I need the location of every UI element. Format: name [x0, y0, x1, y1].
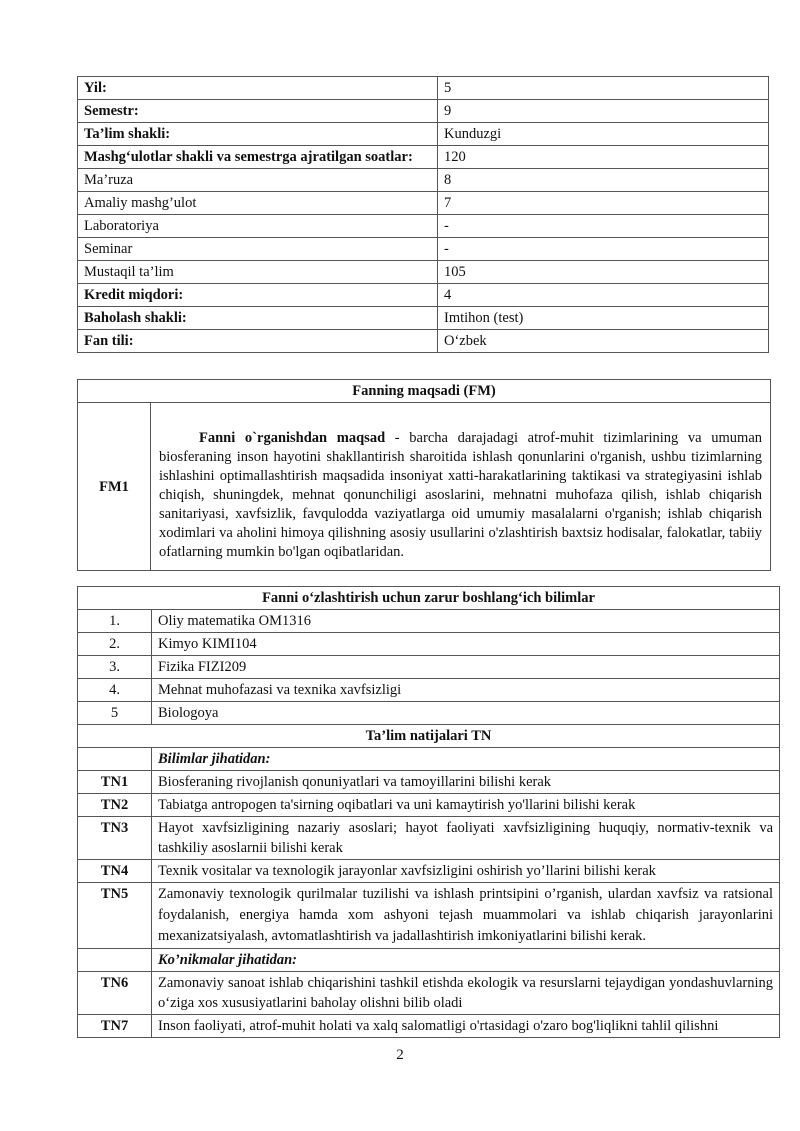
- goal-text: - barcha darajadagi atrof-muhit tizimlarining va umuman biosferaning inson hayotini shakllantirish sharoitida ishlash qonunlarini o'rganish, ushbu tizimlarning ishlashini optimallashtirish maqsadida insoniyat xatti-harakatlarining taktikasi va strategiyasini ishlab chiqish, shuningdek, mehnat qonunchiligi asoslarini, mehnatni muhofaza qilish, ishlab chiqarish sanitariyasi, xavfsizlik, favqulodda vaziyatlarga oid umumiy masalalarni o'rganish; ishlab chiqarish xodimlari va aholini himoya qilishning asosiy usullarini o'zlashtirish baxtsiz hodisalar, falokatlar, tabiiy ofatlarning mumkin bo'lgan oqibatlaridan.: [159, 430, 763, 560]
- info-value: -: [438, 238, 769, 261]
- info-label: Laboratoriya: [78, 215, 438, 238]
- course-info-body: [78, 77, 769, 353]
- outcome-row: [78, 860, 780, 883]
- prereq-subject: Biologoya: [152, 702, 780, 725]
- prereq-number: 1.: [78, 610, 152, 633]
- info-row: [78, 238, 769, 261]
- info-row: [78, 123, 769, 146]
- info-label: Seminar: [78, 238, 438, 261]
- info-value: Kunduzgi: [438, 123, 769, 146]
- outcome-code: TN7: [78, 1015, 152, 1038]
- outcome-code: TN1: [78, 771, 152, 794]
- prereq-number: 2.: [78, 633, 152, 656]
- outcome-code: TN4: [78, 860, 152, 883]
- info-label: Kredit miqdori:: [78, 284, 438, 307]
- info-label: Yil:: [78, 77, 438, 100]
- page-number: 2: [396, 1047, 404, 1063]
- prereq-number: 5: [78, 702, 152, 725]
- prereq-number: 3.: [78, 656, 152, 679]
- info-value: 8: [438, 169, 769, 192]
- info-row: [78, 77, 769, 100]
- info-label: Mustaqil ta’lim: [78, 261, 438, 284]
- info-label: Ma’ruza: [78, 169, 438, 192]
- empty-cell: [78, 949, 152, 972]
- outcome-text: Inson faoliyati, atrof-muhit holati va xalq salomatligi o'rtasidagi o'zaro bog'liqlikni tahlil qilishni: [152, 1015, 780, 1038]
- prereq-row: [78, 702, 780, 725]
- outcome-code: TN3: [78, 817, 152, 860]
- outcome-row: [78, 883, 780, 949]
- info-row: [78, 261, 769, 284]
- info-label: Fan tili:: [78, 330, 438, 353]
- outcomes-body: [78, 725, 780, 1038]
- outcome-row: [78, 972, 780, 1015]
- info-row: [78, 100, 769, 123]
- outcome-code: TN6: [78, 972, 152, 1015]
- prereq-row: [78, 679, 780, 702]
- info-value: O‘zbek: [438, 330, 769, 353]
- outcome-row: [78, 771, 780, 794]
- knowledge-heading-row: [78, 748, 780, 771]
- info-value: 7: [438, 192, 769, 215]
- skills-heading-row: [78, 949, 780, 972]
- skills-heading: Ko’nikmalar jihatidan:: [152, 949, 780, 972]
- outcome-code: TN5: [78, 883, 152, 949]
- info-value: -: [438, 215, 769, 238]
- prereq-row: [78, 610, 780, 633]
- knowledge-heading: Bilimlar jihatidan:: [152, 748, 780, 771]
- info-value: 120: [438, 146, 769, 169]
- goal-lead: Fanni o`rganishdan maqsad: [199, 430, 386, 446]
- prereq-header: Fanni o‘zlashtirish uchun zarur boshlang‘ich bilimlar: [78, 587, 780, 610]
- outcomes-header: Ta’lim natijalari TN: [78, 725, 780, 748]
- prerequisites-outcomes-table: [77, 586, 780, 1038]
- info-row: [78, 146, 769, 169]
- outcome-row: [78, 817, 780, 860]
- prereq-subject: Mehnat muhofazasi va texnika xavfsizligi: [152, 679, 780, 702]
- info-label: Semestr:: [78, 100, 438, 123]
- info-value: Imtihon (test): [438, 307, 769, 330]
- goal-description: [151, 403, 771, 571]
- empty-cell: [78, 748, 152, 771]
- info-row: [78, 169, 769, 192]
- info-label: Baholash shakli:: [78, 307, 438, 330]
- info-label: Mashg‘ulotlar shakli va semestrga ajratilgan soatlar:: [78, 146, 438, 169]
- info-label: Ta’lim shakli:: [78, 123, 438, 146]
- prereq-subject: Kimyo KIMI104: [152, 633, 780, 656]
- goal-header: Fanning maqsadi (FM): [78, 380, 771, 403]
- info-value: 9: [438, 100, 769, 123]
- course-info-table: [77, 76, 769, 353]
- prereq-row: [78, 656, 780, 679]
- info-row: [78, 284, 769, 307]
- info-row: [78, 215, 769, 238]
- course-goal-table: [77, 379, 771, 571]
- info-value: 4: [438, 284, 769, 307]
- info-label: Amaliy mashg’ulot: [78, 192, 438, 215]
- outcome-text: Hayot xavfsizligining nazariy asoslari; hayot faoliyati xavfsizligining huquqiy, normativ-texnik va tashkiliy asoslarnii bilishi kerak: [152, 817, 780, 860]
- info-row: [78, 330, 769, 353]
- outcome-text: Zamonaviy sanoat ishlab chiqarishini tashkil etishda ekologik va resurslarni tejaydigan yondashuvlarning o‘ziga xos xususiyatlarini baholay olishni bilib oladi: [152, 972, 780, 1015]
- prereq-subject: Fizika FIZI209: [152, 656, 780, 679]
- outcome-text: Texnik vositalar va texnologik jarayonlar xavfsizligini oshirish yo’llarini bilishi kerak: [152, 860, 780, 883]
- info-row: [78, 192, 769, 215]
- prereq-subject: Oliy matematika OM1316: [152, 610, 780, 633]
- prereq-number: 4.: [78, 679, 152, 702]
- info-value: 105: [438, 261, 769, 284]
- info-value: 5: [438, 77, 769, 100]
- outcome-text: Zamonaviy texnologik qurilmalar tuzilishi va ishlash printsipini o’rganish, ulardan xavfsiz va ratsional foydalanish, energiya hamda xom ashyoni tejash muammolari va ishlab chiqarish jarayonlarini mexanizatsiyalash, avtomatlashtirish va jadallashtirish imkoniyatlarini bilishi kerak.: [152, 883, 780, 949]
- info-row: [78, 307, 769, 330]
- prerequisites-body: [78, 587, 780, 725]
- outcome-text: Biosferaning rivojlanish qonuniyatlari va tamoyillarini bilishi kerak: [152, 771, 780, 794]
- outcome-code: TN2: [78, 794, 152, 817]
- prereq-row: [78, 633, 780, 656]
- outcome-text: Tabiatga antropogen ta'sirning oqibatlari va uni kamaytirish yo'llarini bilishi kerak: [152, 794, 780, 817]
- outcome-row: [78, 794, 780, 817]
- goal-code: FM1: [78, 403, 151, 571]
- outcome-row: [78, 1015, 780, 1038]
